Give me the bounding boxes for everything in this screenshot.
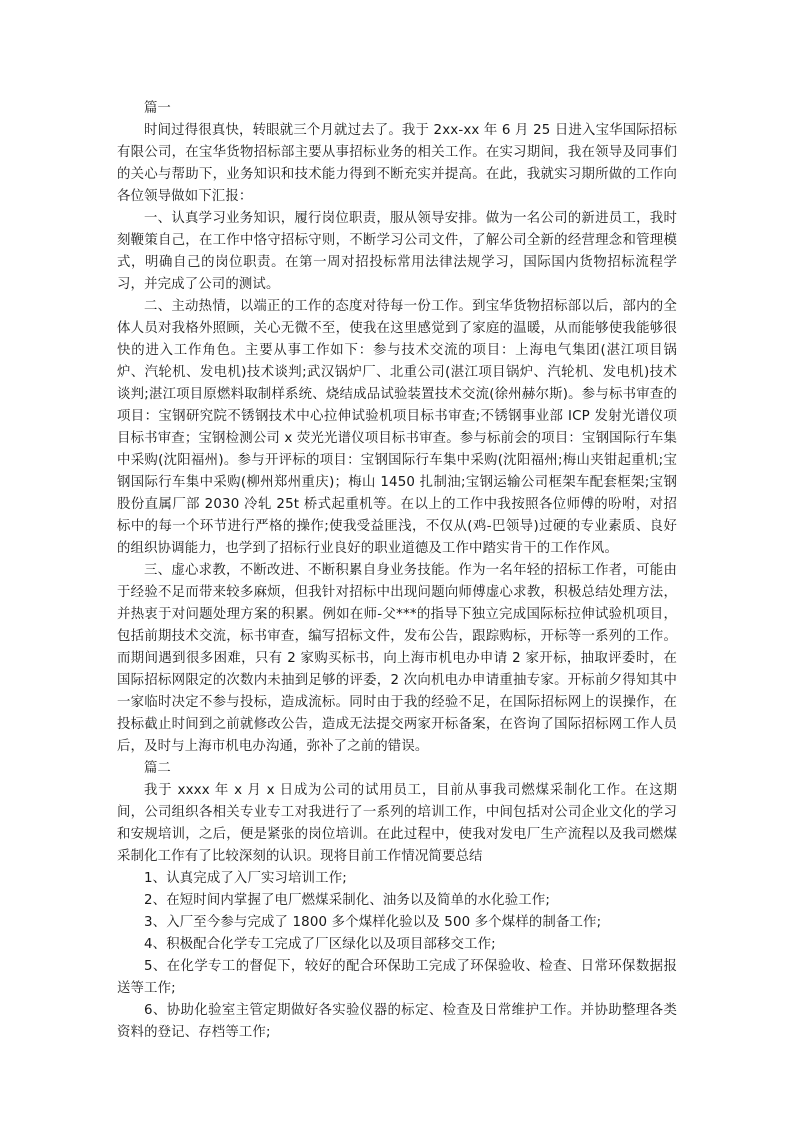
- paragraph: 二、主动热情，以端正的工作的态度对待每一份工作。到宝华货物招标部以后，部内的全体人员对我格外照顾，关心无微不至，使我在这里感觉到了家庭的温暖，从而能够使我能够很快的进入工作角色。主要从事工作如下：参与技术交流的项目：上海电气集团(湛江项目锅炉、汽轮机、发电机)技术谈判;武汉锅炉厂、北重公司(湛江项目锅炉、汽轮机、发电机)技术谈判;湛江项目原燃料取制样系统、烧结成品试验装置技术交流(徐州赫尔斯)。参与标书审查的项目：宝钢研究院不锈钢技术中心拉伸试验机项目标书审查;不锈钢事业部 ICP 发射光谱仪项目标书审查；宝钢检测公司 x 荧光光谱仪项目标书审查。参与标前会的项目：宝钢国际行车集中采购(沈阳福州)。参与开评标的项目：宝钢国际行车集中采购(沈阳福州;梅山夹钳起重机;宝钢国际行车集中采购(柳州郑州重庆)；梅山 1450 扎制油;宝钢运输公司框架车配套框架;宝钢股份直属厂部 2030 冷轧 25t 桥式起重机等。在以上的工作中我按照各位师傅的吩咐，对招标中的每一个环节进行严格的操作;使我受益匪浅，不仅从(鸡-巴领导)过硬的专业素质、良好的组织协调能力，也学到了招标行业良好的职业道德及工作中踏实肯干的工作作风。: [117, 299, 677, 556]
- list-item: 3、入厂至今参与完成了 1800 多个煤样化验以及 500 多个煤样的制备工作;: [144, 915, 602, 930]
- list-item: 5、在化学专工的督促下，较好的配合环保助工完成了环保验收、检查、日常环保数据报送等工作;: [117, 959, 677, 996]
- paragraph: 三、虚心求教，不断改进、不断积累自身业务技能。作为一名年轻的招标工作者，可能由于经验不足而带来较多麻烦，但我针对招标中出现问题向师傅虚心求教，积极总结处理方法，并热衷于对问题处理方案的积累。例如在师-父***的指导下独立完成国际标拉伸试验机项目，包括前期技术交流，标书审查，编写招标文件，发布公告，跟踪购标，开标等一系列的工作。而期间遇到很多困难，只有 2 家购买标书，向上海市机电办申请 2 家开标，抽取评委时，在国际招标网限定的次数内未抽到足够的评委，2 次向机电办申请重抽专家。开标前夕得知其中一家临时决定不参与投标，造成流标。同时由于我的经验不足，在国际招标网上的误操作，在投标截止时间到之前就修改公告，造成无法提交两家开标备案，在咨询了国际招标网工作人员后，及时与上海市机电办沟通，弥补了之前的错误。: [117, 563, 677, 754]
- list-item: 6、协助化验室主管定期做好各实验仪器的标定、检查及日常维护工作。并协助整理各类资料的登记、存档等工作;: [117, 1003, 677, 1040]
- paragraph: 一、认真学习业务知识，履行岗位职责，服从领导安排。做为一名公司的新进员工，我时刻鞭策自己，在工作中恪守招标守则，不断学习公司文件，了解公司全新的经营理念和管理模式，明确自己的岗位职责。在第一周对招投标常用法律法规学习，国际国内货物招标流程学习，并完成了公司的测试。: [117, 211, 677, 292]
- paragraph: 时间过得很真快，转眼就三个月就过去了。我于 2xx-xx 年 6 月 25 日进入宝华国际招标有限公司，在宝华货物招标部主要从事招标业务的相关工作。在实习期间，我在领导及同事们的关心与帮助下，业务知识和技术能力得到不断充实并提高。在此，我就实习期所做的工作向各位领导做如下汇报：: [117, 123, 677, 204]
- list-item: 2、在短时间内掌握了电厂燃煤采制化、油务以及简单的水化验工作;: [144, 893, 551, 908]
- list-item: 4、积极配合化学专工完成了厂区绿化以及项目部移交工作;: [144, 937, 496, 952]
- list-item: 1、认真完成了入厂实习培训工作;: [144, 871, 347, 886]
- section-heading-1: 篇一: [144, 101, 171, 116]
- section-heading-2: 篇二: [144, 761, 171, 776]
- document-page: [117, 98, 677, 1044]
- paragraph: 我于 xxxx 年 x 月 x 日成为公司的试用员工，目前从事我司燃煤采制化工作。在这期间，公司组织各相关专业专工对我进行了一系列的培训工作，中间包括对公司企业文化的学习和安规培训，之后，便是紧张的岗位培训。在此过程中，使我对发电厂生产流程以及我司燃煤采制化工作有了比较深刻的认识。现将目前工作情况简要总结: [117, 783, 677, 864]
